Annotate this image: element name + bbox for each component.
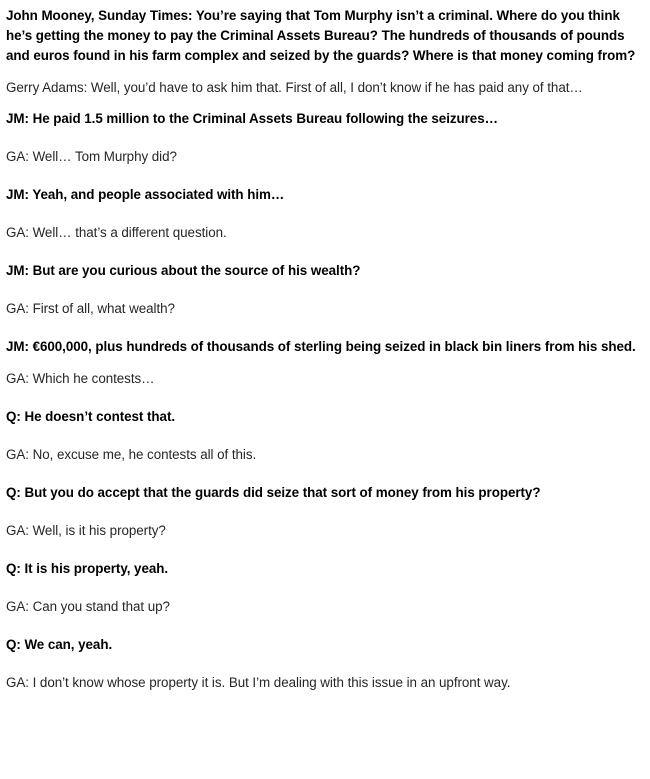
question-paragraph: JM: Yeah, and people associated with him… — [6, 187, 285, 202]
answer-paragraph: GA: I don’t know whose property it is. But I’m dealing with this issue in an upfront way. — [6, 675, 511, 690]
answer-paragraph: GA: First of all, what wealth? — [6, 301, 175, 316]
answer-paragraph: GA: Well… Tom Murphy did? — [6, 149, 177, 164]
question-paragraph: Q: We can, yeah. — [6, 637, 113, 652]
question-paragraph: John Mooney, Sunday Times: You’re saying that Tom Murphy isn’t a criminal. Where do you think he’s getting the money to pay the Criminal Assets Bureau? The hundreds of thousands of pounds and euros found in his farm complex and seized by the guards? Where is that money coming from? — [6, 8, 636, 63]
transcript — [6, 6, 636, 693]
question-paragraph: Q: It is his property, yeah. — [6, 561, 169, 576]
question-paragraph: JM: €600,000, plus hundreds of thousands of sterling being seized in black bin liners from his shed. — [6, 339, 636, 354]
answer-paragraph: Gerry Adams: Well, you’d have to ask him that. First of all, I don’t know if he has paid any of that… — [6, 80, 583, 95]
question-paragraph: Q: He doesn’t contest that. — [6, 409, 176, 424]
question-paragraph: JM: He paid 1.5 million to the Criminal Assets Bureau following the seizures… — [6, 111, 498, 126]
answer-paragraph: GA: Well… that’s a different question. — [6, 225, 227, 240]
answer-paragraph: GA: No, excuse me, he contests all of this. — [6, 447, 257, 462]
answer-paragraph: GA: Which he contests… — [6, 371, 155, 386]
question-paragraph: Q: But you do accept that the guards did seize that sort of money from his property? — [6, 485, 541, 500]
question-paragraph: JM: But are you curious about the source of his wealth? — [6, 263, 361, 278]
answer-paragraph: GA: Can you stand that up? — [6, 599, 170, 614]
answer-paragraph: GA: Well, is it his property? — [6, 523, 166, 538]
